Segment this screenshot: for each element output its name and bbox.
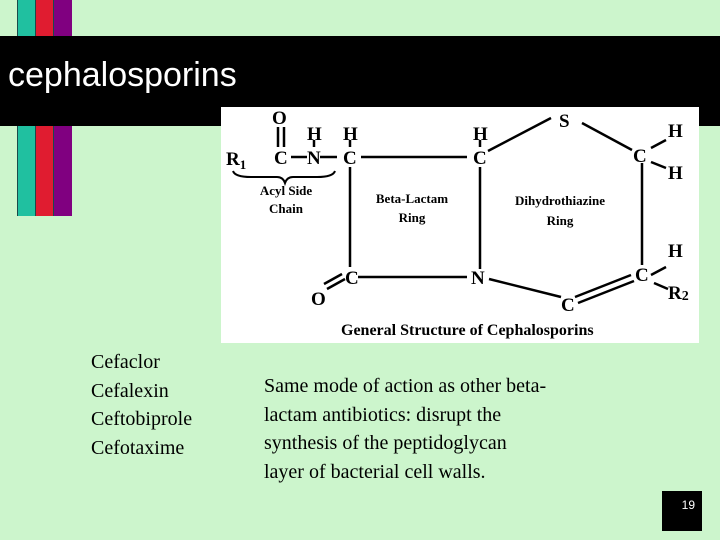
description-line: Same mode of action as other beta- — [264, 375, 547, 397]
atom-r2: R2 — [668, 283, 689, 304]
atom-n-ring: N — [471, 268, 485, 289]
drug-item: Cefotaxime — [91, 436, 185, 459]
slide-number-box — [662, 491, 702, 531]
atom-c-ch2: C — [633, 146, 647, 167]
acyl-brace — [233, 171, 335, 183]
atom-n-amide: N — [307, 148, 321, 169]
atom-r1: $R_1$ — [226, 149, 247, 172]
atom-c-carbonyl: C — [345, 268, 359, 289]
slide-number: 19 — [681, 498, 695, 512]
beta-lactam-label-line2: Ring — [398, 210, 426, 225]
beta-lactam-label-line1: Beta-Lactam — [375, 191, 449, 206]
description-line: layer of bacterial cell walls. — [264, 460, 486, 483]
atom-s: S — [559, 111, 570, 132]
acyl-label-line1: Acyl Side — [259, 183, 313, 198]
description-line: synthesis of the peptidoglycan — [264, 432, 507, 454]
dihydrothiazine-label-line2: Ring — [546, 213, 574, 228]
drug-item: Cefalexin — [91, 379, 169, 402]
mechanism-description — [264, 372, 634, 486]
drug-item: Cefaclor — [91, 351, 160, 373]
atom-c-dhz-top: C — [473, 148, 487, 169]
acyl-label-line2: Chain — [269, 201, 303, 216]
atom-h1: H — [307, 124, 322, 145]
atom-c-bottom: C — [561, 295, 575, 316]
description-line: lactam antibiotics: disrupt the — [264, 403, 502, 426]
atom-h-right-low: H — [668, 241, 683, 262]
atom-h2: H — [343, 124, 358, 145]
dihydrothiazine-label-line1: Dihydrothiazine — [514, 193, 606, 208]
slide-title: cephalosporins — [8, 56, 237, 94]
atom-c-acyl: C — [274, 148, 288, 169]
atom-h3: H — [473, 124, 488, 145]
drug-list — [91, 348, 192, 462]
drug-item: Ceftobiprole — [91, 408, 193, 430]
atom-o-bottom: O — [311, 289, 326, 310]
atom-o-top: O — [272, 108, 287, 129]
diagram-caption: General Structure of Cephalosporins — [341, 322, 594, 339]
cephalosporin-structure-diagram — [221, 107, 699, 343]
atom-h-right-top: H — [668, 121, 683, 142]
atom-c-alpha: C — [343, 148, 357, 169]
atom-c-right: C — [635, 265, 649, 286]
atom-h-right-mid: H — [668, 163, 683, 184]
